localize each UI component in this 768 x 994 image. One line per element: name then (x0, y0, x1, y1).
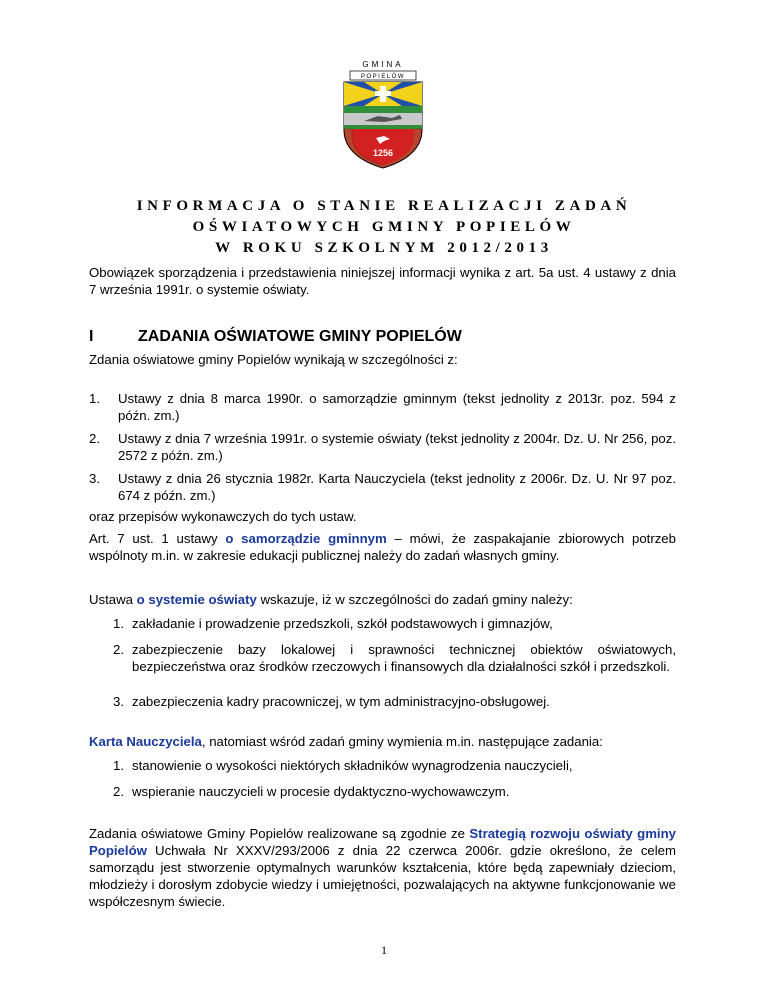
list-number: 2. (113, 642, 124, 657)
strategia-highlight: Strategią rozwoju oświaty gminy Popielów (89, 826, 676, 858)
list-number: 2. (113, 784, 124, 799)
list-number: 1. (89, 391, 100, 406)
karta-highlight: Karta Nauczyciela (89, 734, 202, 749)
section-title: ZADANIA OŚWIATOWE GMINY POPIELÓW (138, 328, 462, 345)
list-text: wspieranie nauczycieli w procesie dydaktyczno-wychowawczym. (132, 784, 510, 799)
art7-post: – mówi, że zaspakajanie zbiorowych potrzeb wspólnoty m.in. w zakresie edukacji publicznej należy do zadań własnych gminy. (89, 531, 676, 563)
crest-icon (334, 58, 432, 170)
legal-list-item (89, 470, 676, 504)
ustawa-highlight: o systemie oświaty (136, 592, 257, 607)
karta-paragraph (89, 733, 676, 750)
karta-list-item (113, 783, 676, 800)
legal-list-item (89, 430, 676, 464)
art7-paragraph (89, 530, 676, 564)
document-title (80, 196, 688, 259)
section-number: I (89, 328, 94, 345)
list-number: 2. (89, 431, 100, 446)
strategia-paragraph (89, 825, 676, 910)
karta-post: , natomiast wśród zadań gminy wymienia m.in. następujące zadania: (201, 734, 603, 749)
list-text: Ustawy z dnia 8 marca 1990r. o samorządzie gminnym (tekst jednolity z 2013r. poz. 594 z późn. zm.) (118, 391, 676, 423)
ustawa-list-item (113, 693, 676, 710)
list-text: Ustawy z dnia 7 września 1991r. o systemie oświaty (tekst jednolity z 2004r. Dz. U. Nr 256, poz. 2572 z późn. zm.) (118, 431, 676, 463)
page-number: 1 (381, 943, 387, 957)
karta-list-item (113, 757, 676, 774)
title-line-1: INFORMACJA O STANIE REALIZACJI ZADAŃ (136, 198, 632, 214)
ustawa-pre: Ustawa (89, 592, 137, 607)
intro-paragraph: Obowiązek sporządzenia i przedstawienia niniejszej informacji wynika z art. 5a ust. 4 ustawy z dnia 7 września 1991r. o systemie oświaty. (89, 265, 676, 297)
after-list-text: oraz przepisów wykonawczych do tych ustaw. (89, 509, 357, 524)
strategia-post: Uchwała Nr XXXV/293/2006 z dnia 22 czerwca 2006r. gdzie określono, że celem samorządu jest stworzenie optymalnych warunków kształcenia, które będą zapewniały dzieciom, młodzieży i dorosłym zdobycie wiedzy i umiejętności, pozwalających na aktywne funkcjonowanie we współczesnym świecie. (89, 843, 676, 909)
list-text: zakładanie i prowadzenie przedszkoli, szkół podstawowych i gimnazjów, (132, 616, 553, 631)
list-text: zabezpieczenie bazy lokalowej i sprawności technicznej obiektów oświatowych, bezpieczeństwa oraz środków rzeczowych i finansowych dla działalności szkół i przedszkoli. (132, 642, 676, 674)
ustawa-post: wskazuje, iż w szczególności do zadań gminy należy: (256, 592, 573, 607)
strategia-pre: Zadania oświatowe Gminy Popielów realizowane są zgodnie ze (89, 826, 470, 841)
crest-name-text: POPIELÓW (360, 74, 406, 80)
list-number: 1. (113, 758, 124, 773)
list-text: Ustawy z dnia 26 stycznia 1982r. Karta Nauczyciela (tekst jednolity z 2006r. Dz. U. Nr 97 poz. 674 z późn. zm.) (118, 471, 676, 503)
gmina-popielow-crest (334, 58, 432, 170)
ustawa-list-item (113, 641, 676, 675)
section-lead: Zdania oświatowe gminy Popielów wynikają w szczególności z: (89, 352, 458, 367)
art7-highlight: o samorządzie gminnym (225, 531, 387, 546)
legal-list-item (89, 390, 676, 424)
ustawa-list-item (113, 615, 676, 632)
crest-top-text: GMINA (362, 60, 404, 69)
list-number: 3. (89, 471, 100, 486)
crest-year-text: 1256 (372, 148, 394, 158)
list-text: stanowienie o wysokości niektórych składników wynagrodzenia nauczycieli, (132, 758, 573, 773)
title-line-3: W ROKU SZKOLNYM 2012/2013 (215, 240, 553, 256)
section-heading (89, 328, 676, 350)
art7-pre: Art. 7 ust. 1 ustawy (89, 531, 226, 546)
list-number: 1. (113, 616, 124, 631)
list-text: zabezpieczenia kadry pracowniczej, w tym administracyjno-obsługowej. (132, 694, 550, 709)
list-number: 3. (113, 694, 124, 709)
title-line-2: OŚWIATOWYCH GMINY POPIELÓW (192, 219, 576, 235)
ustawa-paragraph (89, 591, 676, 608)
